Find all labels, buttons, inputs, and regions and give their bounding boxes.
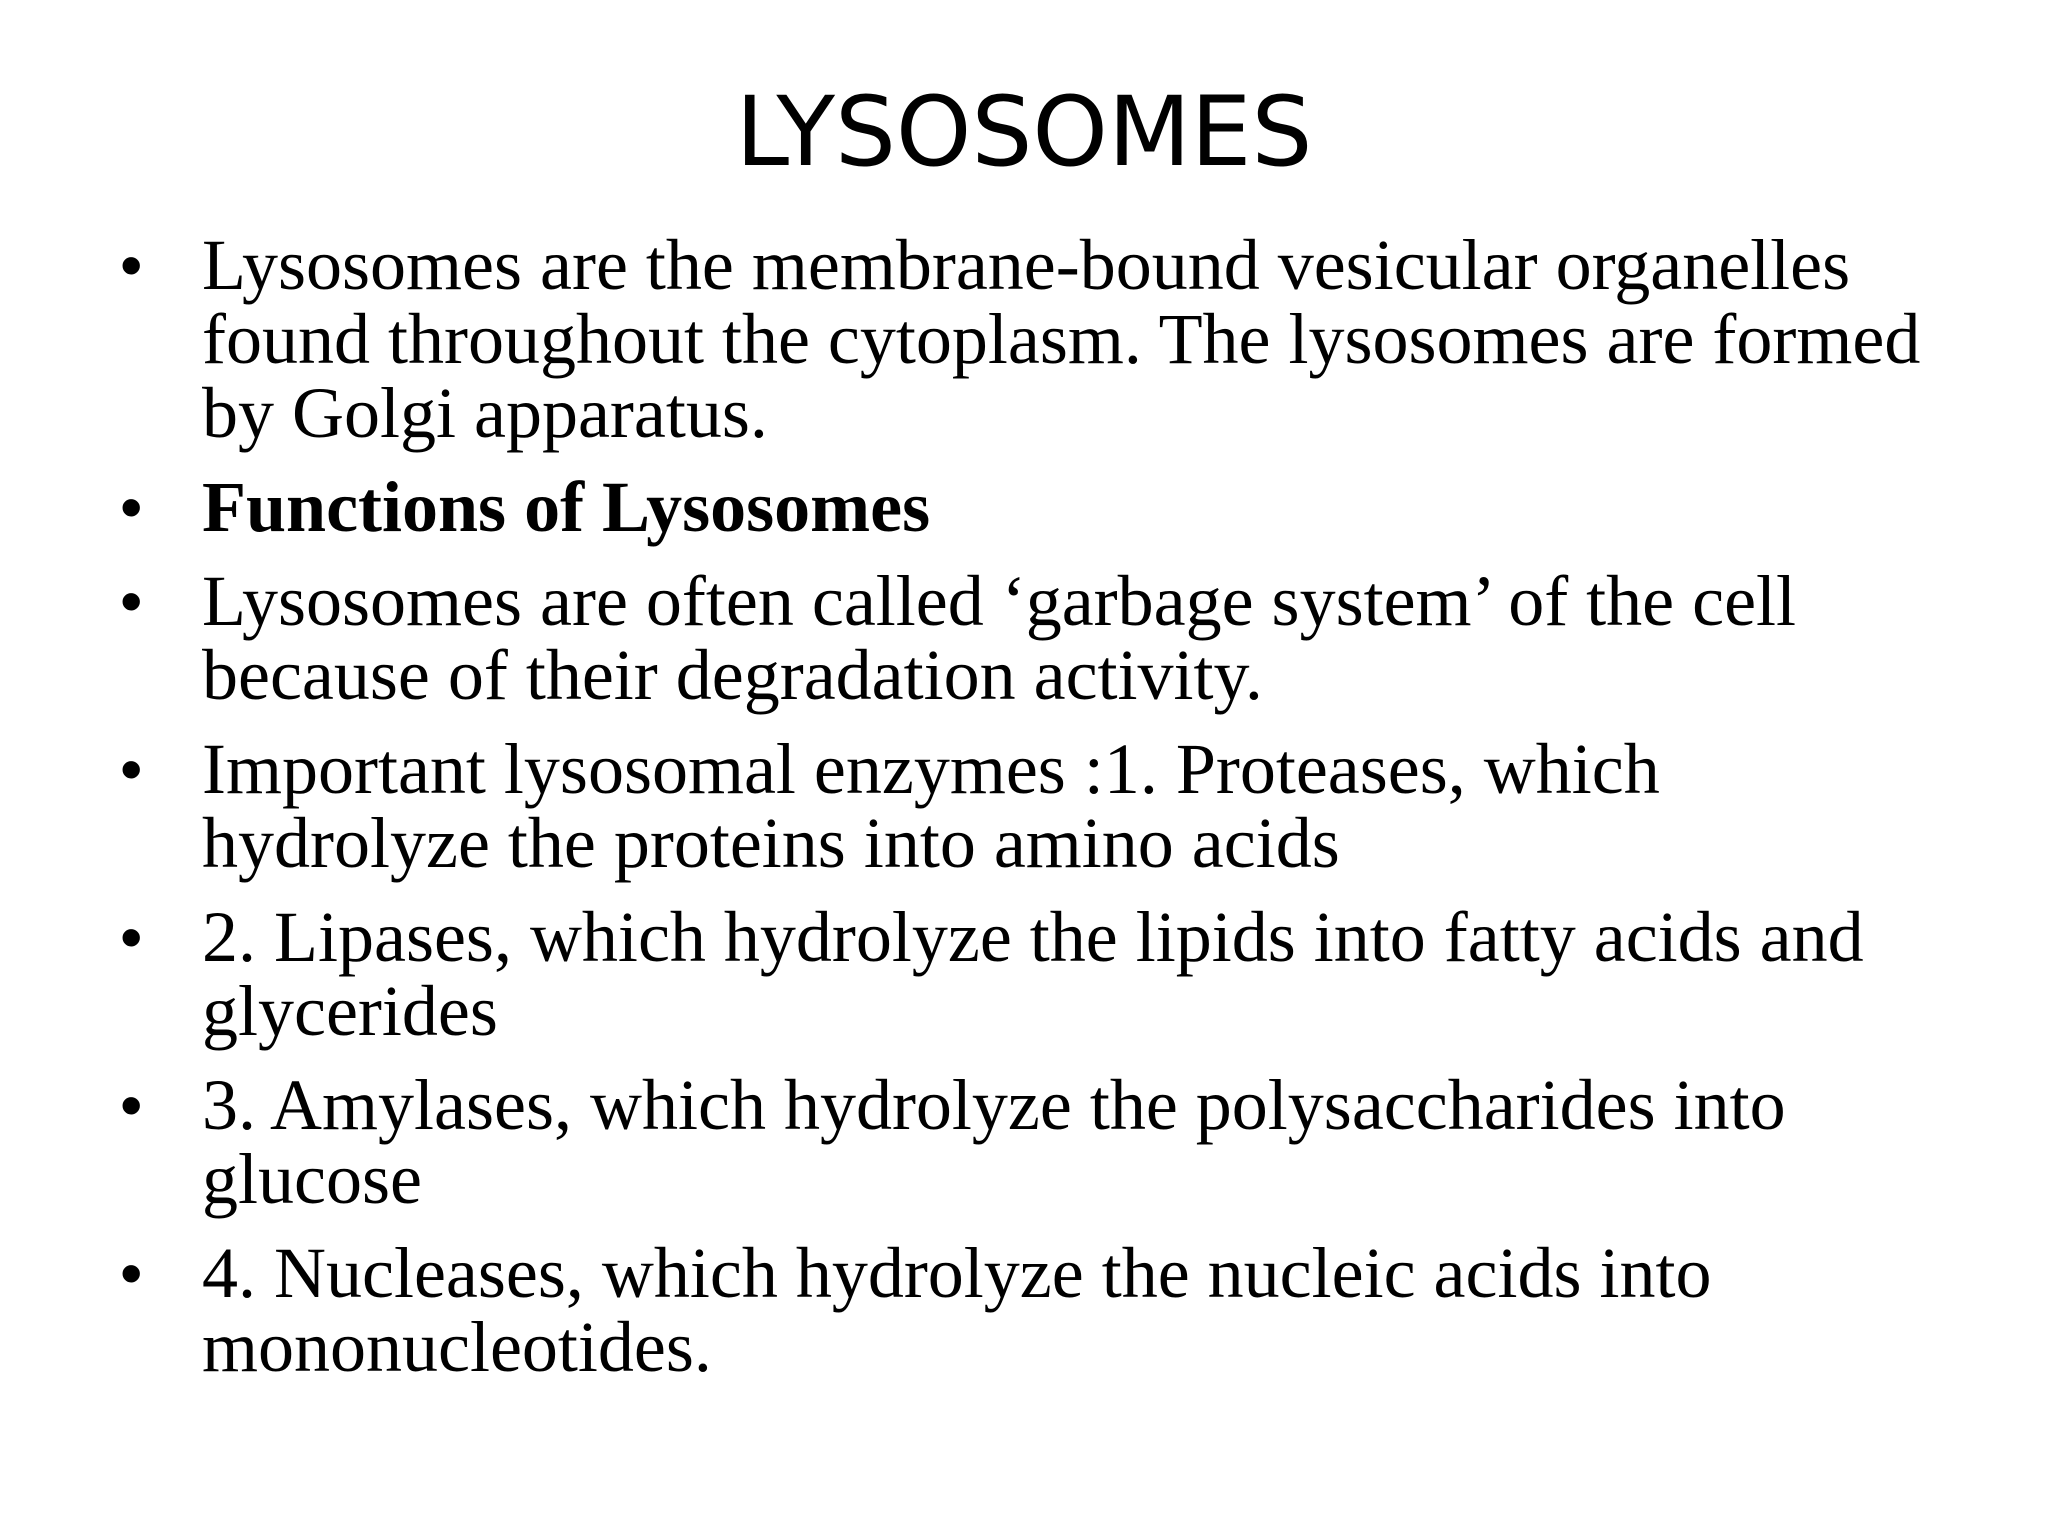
section-heading: Functions of Lysosomes — [202, 467, 931, 547]
bullet-item-4 — [120, 729, 1950, 883]
bullet-list — [120, 225, 1950, 1404]
bullet-text: 2. Lipases, which hydrolyze the lipids into fatty acids and glycerides — [202, 897, 1864, 1051]
slide-title: LYSOSOMES — [735, 76, 1313, 188]
bullet-text: Lysosomes are often called ‘garbage system’ of the cell because of their degradation activity. — [202, 561, 1797, 715]
bullet-icon: • — [120, 901, 143, 973]
bullet-item-2 — [120, 467, 1950, 547]
bullet-icon: • — [120, 1069, 143, 1141]
bullet-text: 3. Amylases, which hydrolyze the polysaccharides into glucose — [202, 1065, 1786, 1219]
bullet-icon: • — [120, 565, 143, 637]
bullet-text: Lysosomes are the membrane-bound vesicular organelles found throughout the cytoplasm. The lysosomes are formed by Golgi apparatus. — [202, 225, 1921, 453]
bullet-item-3 — [120, 561, 1950, 715]
bullet-item-1 — [120, 225, 1950, 453]
bullet-icon: • — [120, 733, 143, 805]
bullet-item-7 — [120, 1233, 1950, 1387]
bullet-icon: • — [120, 471, 143, 543]
bullet-icon: • — [120, 229, 143, 301]
bullet-item-5 — [120, 897, 1950, 1051]
bullet-icon: • — [120, 1237, 143, 1309]
bullet-text: Important lysosomal enzymes :1. Proteases, which hydrolyze the proteins into amino acids — [202, 729, 1660, 883]
bullet-item-6 — [120, 1065, 1950, 1219]
bullet-text: 4. Nucleases, which hydrolyze the nucleic acids into mononucleotides. — [202, 1233, 1712, 1387]
